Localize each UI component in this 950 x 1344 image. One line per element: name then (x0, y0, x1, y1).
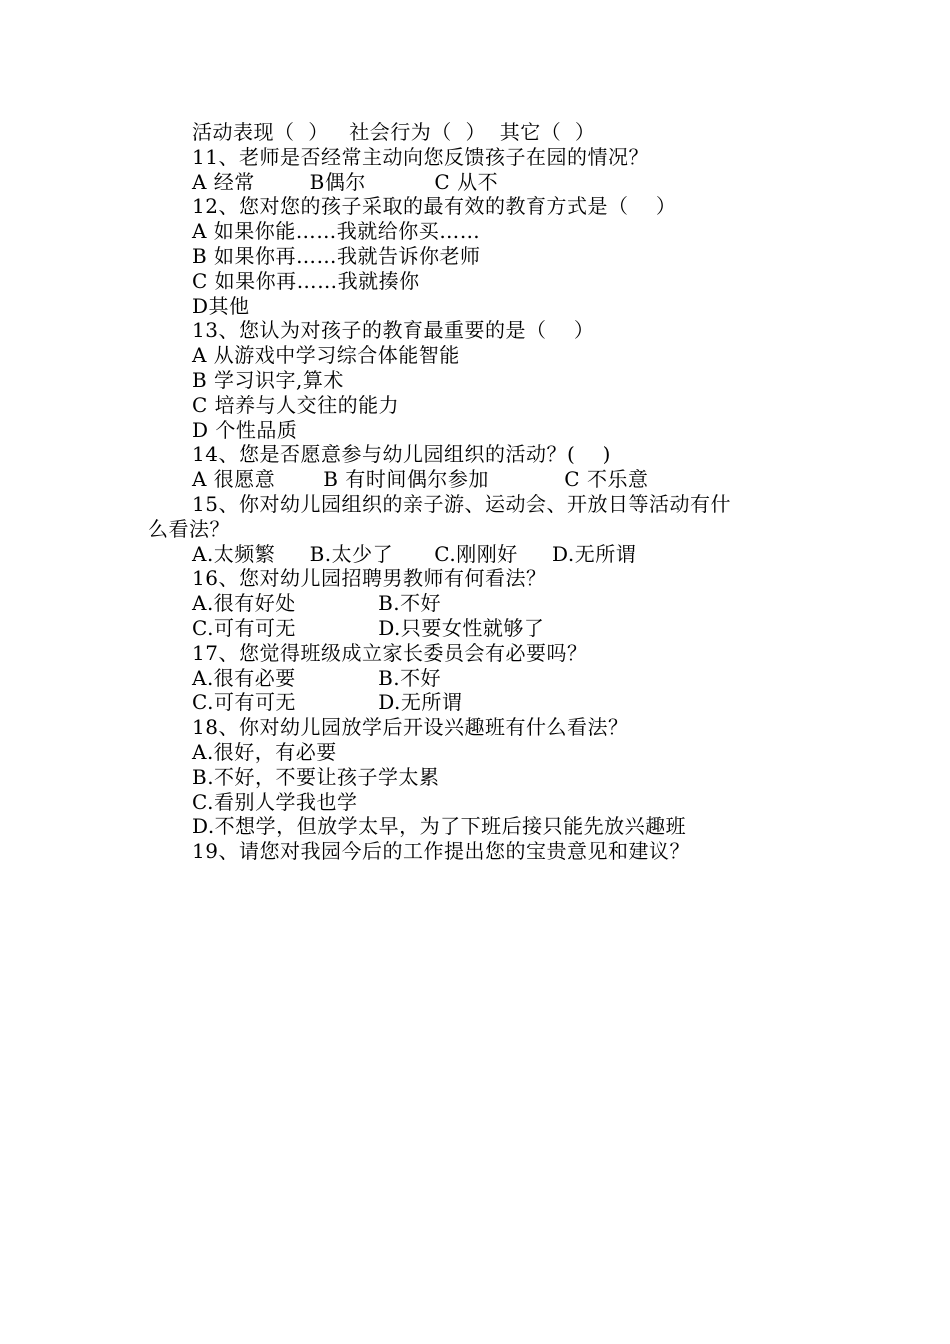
options-17-cd: C.可有可无 D.无所谓 (192, 690, 463, 715)
option-18-b: B.不好，不要让孩子学太累 (192, 764, 440, 789)
question-18: 18、你对幼儿园放学后开设兴趣班有什么看法？ (192, 715, 629, 740)
options-16-cd: C.可有可无 D.只要女性就够了 (192, 615, 545, 640)
options-15: A.太频繁 B.太少了 C.刚刚好 D.无所谓 (192, 541, 637, 566)
question-19: 19、请您对我园今后的工作提出您的宝贵意见和建议？ (192, 839, 690, 864)
options-11: A 经常 B偶尔 C 从不 (192, 169, 499, 194)
question-15: 15、你对幼儿园组织的亲子游、运动会、开放日等活动有什 (192, 491, 731, 516)
option-12-d: D其他 (192, 293, 250, 318)
option-13-d: D 个性品质 (192, 417, 298, 442)
option-13-c: C 培养与人交往的能力 (192, 392, 400, 417)
option-13-b: B 学习识字,算术 (192, 367, 344, 392)
question-17: 17、您觉得班级成立家长委员会有必要吗？ (192, 640, 588, 665)
options-17-ab: A.很有必要 B.不好 (192, 665, 442, 690)
option-12-c: C 如果你再……我就揍你 (192, 268, 420, 293)
options-line-10: 活动表现（ ） 社会行为（ ） 其它（ ） (192, 120, 596, 144)
options-14: A 很愿意 B 有时间偶尔参加 C 不乐意 (192, 467, 649, 492)
option-12-a: A 如果你能……我就给你买…… (192, 219, 481, 244)
option-12-b: B 如果你再……我就告诉你老师 (192, 243, 481, 268)
question-13: 13、您认为对孩子的教育最重要的是（ ） (192, 318, 595, 343)
question-14: 14、您是否愿意参与幼儿园组织的活动？( ) (192, 442, 611, 467)
question-15-continued: 么看法？ (148, 516, 230, 541)
question-11: 11、老师是否经常主动向您反馈孩子在园的情况？ (192, 144, 649, 169)
option-13-a: A 从游戏中学习综合体能智能 (192, 343, 460, 368)
option-18-d: D.不想学，但放学太早，为了下班后接只能先放兴趣班 (192, 814, 687, 839)
option-18-c: C.看别人学我也学 (192, 789, 358, 814)
question-16: 16、您对幼儿园招聘男教师有何看法？ (192, 566, 547, 591)
option-18-a: A.很好，有必要 (192, 739, 337, 764)
question-12: 12、您对您的孩子采取的最有效的教育方式是（ ） (192, 194, 677, 219)
questionnaire-body (148, 120, 828, 864)
options-16-ab: A.很有好处 B.不好 (192, 591, 442, 616)
